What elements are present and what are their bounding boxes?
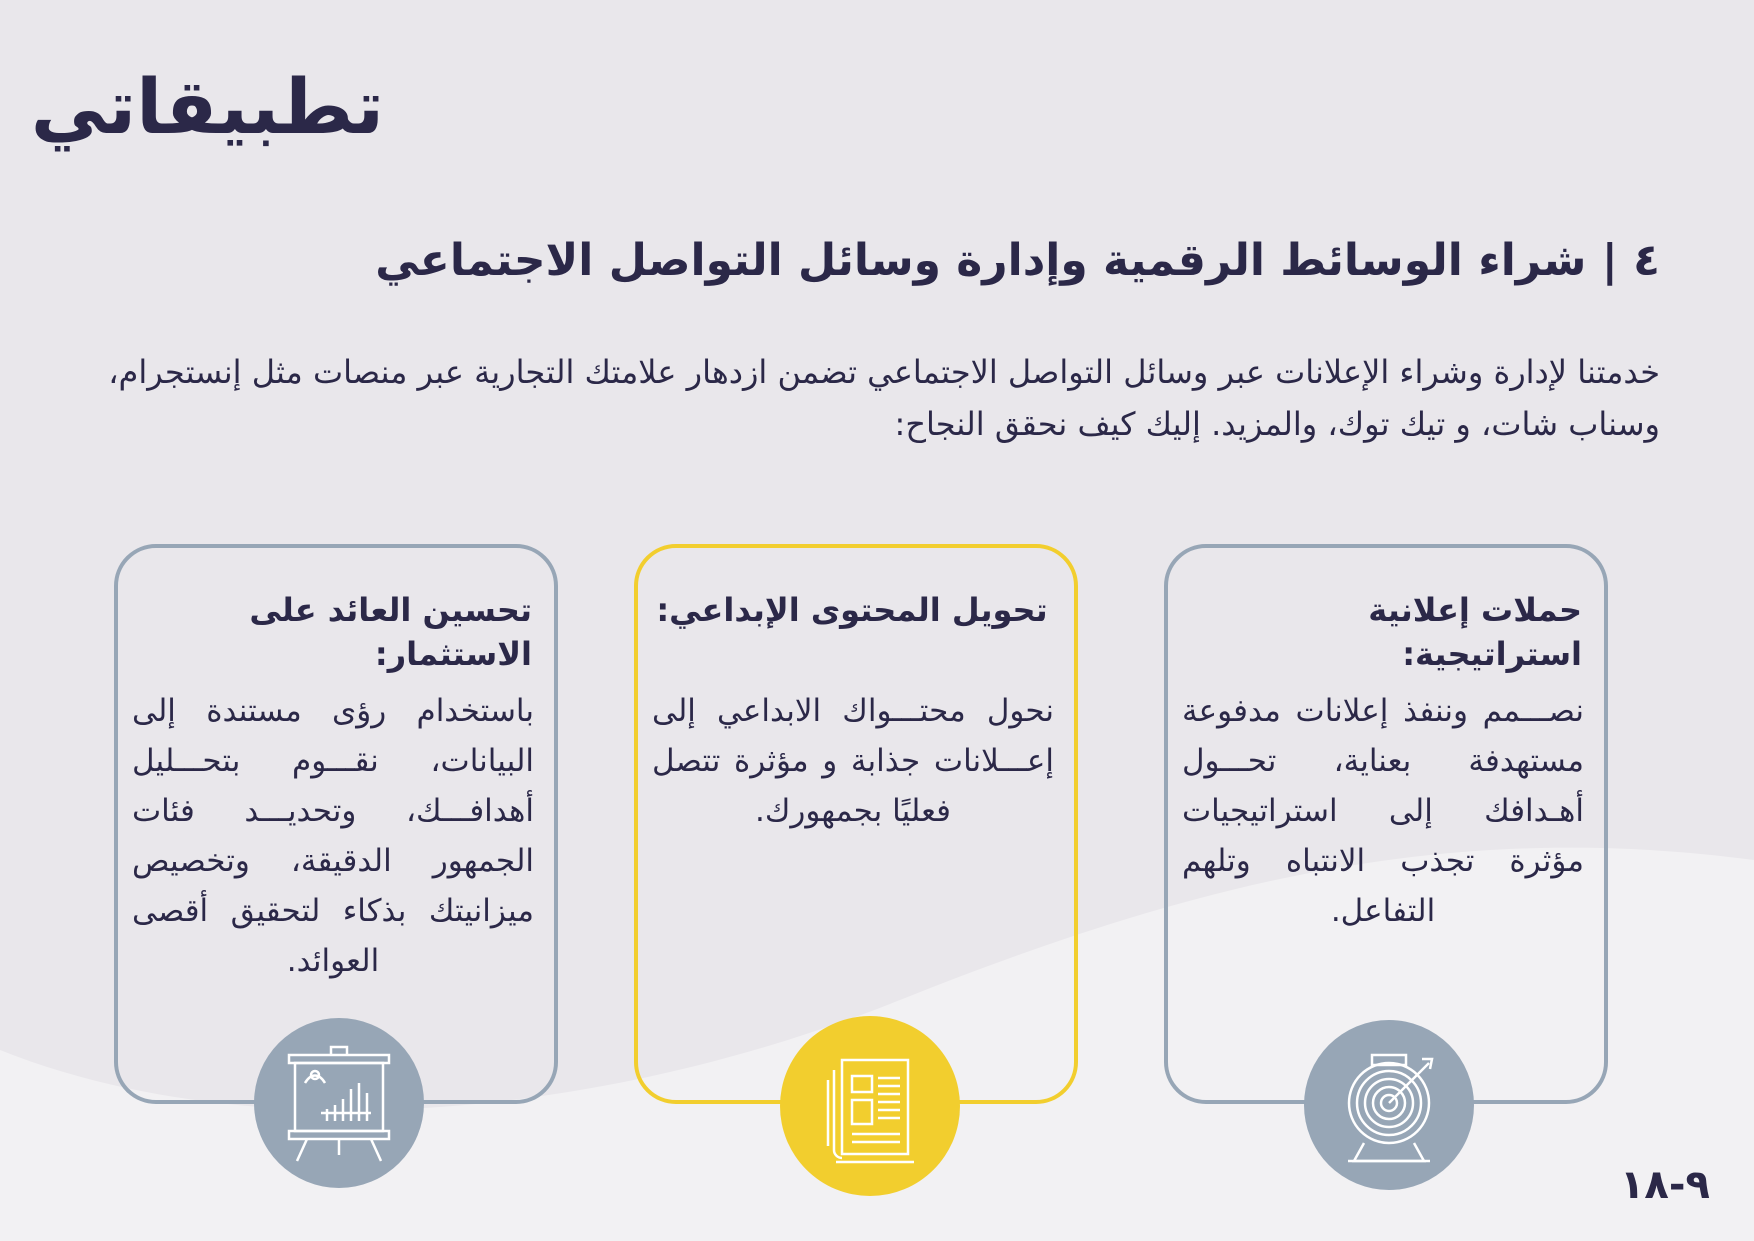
card-title: تحسين العائد على الاستثمار: <box>249 591 532 673</box>
card-title: تحويل المحتوى الإبداعي: <box>656 591 1048 629</box>
card-text: باستخدام رؤى مستندة إلى البيانات، نقـــوم بتحـــليل أهدافـــك، وتحديـــد فئات الجمهور الدقيقة، وتخصيص ميزانيتك بذكاء لتحقيق أقصى العوائد. <box>132 693 534 979</box>
card-text: نصـــمم وننفذ إعلانات مدفوعة مستهدفة بعناية، تحـــول أهـدافك إلى استراتيجيات مؤثرة تجذب الانتباه وتلهم التفاعل. <box>1182 693 1584 929</box>
intro-paragraph: خدمتنا لإدارة وشراء الإعلانات عبر وسائل التواصل الاجتماعي تضمن ازدهار علامتك التجارية عبر منصات مثل إنستجرام، وسناب شات، و تيك توك، والمزيد. إليك كيف نحقق النجاح: <box>108 353 1660 443</box>
section-title: ٤ | شراء الوسائط الرقمية وإدارة وسائل التواصل الاجتماعي <box>375 235 1660 286</box>
target-icon <box>1304 1020 1474 1190</box>
card-title: حملات إعلانية استراتيجية: <box>1368 591 1582 673</box>
card-text: نحول محتـــواك الابداعي إلى إعـــلانات جذابة و مؤثرة تتصل فعليًا بجمهورك. <box>652 693 1054 829</box>
brand-logo: تطبيقاتي <box>30 62 384 151</box>
page-number: ٩-١٨ <box>1620 1162 1710 1208</box>
newspaper-icon <box>780 1016 960 1196</box>
presentation-chart-icon <box>254 1018 424 1188</box>
